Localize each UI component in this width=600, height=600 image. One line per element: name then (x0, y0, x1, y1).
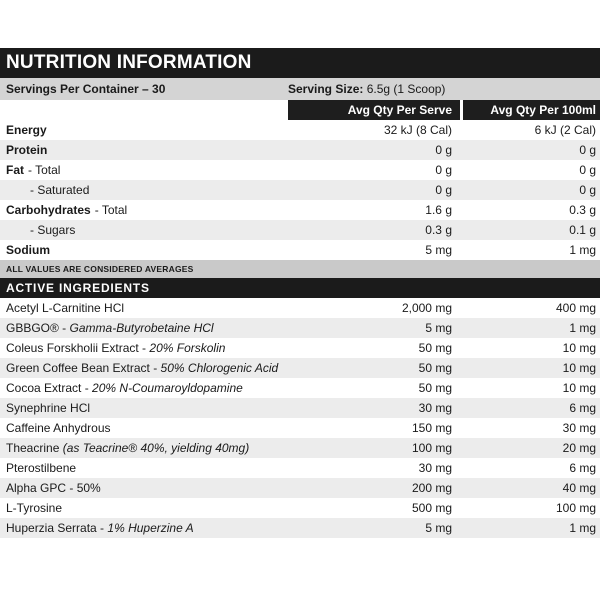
serving-info-row (0, 78, 600, 100)
active-ingredients-title: ACTIVE INGREDIENTS (0, 278, 600, 298)
nutrient-per-serve: 32 kJ (8 Cal) (383, 123, 452, 137)
ingredient-detail: Gamma-Butyrobetaine HCl (69, 321, 214, 335)
ingredient-name: L-Tyrosine (6, 501, 63, 515)
nutrient-row (0, 240, 600, 260)
nutrient-per-serve: 0 g (435, 143, 452, 157)
ingredient-row (0, 518, 600, 538)
ingredient-label (0, 421, 288, 435)
ingredient-per-100ml: 10 mg (562, 341, 596, 355)
column-header-per-serve: Avg Qty Per Serve (288, 100, 460, 120)
nutrient-per-serve: 0.3 g (425, 223, 452, 237)
ingredient-per-100ml: 10 mg (562, 381, 596, 395)
nutrient-label (0, 243, 288, 257)
ingredient-detail: 20% N-Coumaroyldopamine (92, 381, 243, 395)
nutrient-sub-label: - Total (28, 163, 61, 177)
servings-per-container: Servings Per Container – 30 (6, 82, 166, 96)
ingredient-row (0, 318, 600, 338)
ingredient-per-100ml: 30 mg (562, 421, 596, 435)
ingredient-detail: 20% Forskolin (149, 341, 226, 355)
ingredient-name: Huperzia Serrata - (6, 521, 105, 535)
ingredient-label (0, 361, 288, 375)
nutrition-panel (0, 48, 600, 538)
nutrient-per-serve: 0 g (435, 183, 452, 197)
nutrient-label (0, 203, 288, 217)
ingredient-row (0, 498, 600, 518)
ingredient-detail: 1% Huperzine A (107, 521, 194, 535)
nutrient-per-100ml: 0 g (579, 163, 596, 177)
ingredient-row (0, 398, 600, 418)
ingredient-per-100ml: 1 mg (569, 321, 596, 335)
nutrient-per-serve: 5 mg (425, 243, 452, 257)
ingredient-row (0, 478, 600, 498)
ingredient-table (0, 298, 600, 538)
ingredient-name: Synephrine HCl (6, 401, 91, 415)
nutrient-name: Fat (6, 163, 24, 177)
ingredient-label (0, 501, 288, 515)
ingredient-per-serve: 100 mg (411, 441, 452, 455)
nutrient-label (0, 163, 288, 177)
nutrient-label (0, 183, 288, 197)
nutrient-row (0, 140, 600, 160)
ingredient-per-serve: 50 mg (418, 341, 452, 355)
ingredient-per-serve: 150 mg (411, 421, 452, 435)
nutrient-name: Carbohydrates (6, 203, 91, 217)
ingredient-per-100ml: 1 mg (569, 521, 596, 535)
ingredient-row (0, 358, 600, 378)
ingredient-name: GBBGO® - (6, 321, 67, 335)
ingredient-row (0, 378, 600, 398)
nutrient-row (0, 160, 600, 180)
serving-size (288, 82, 600, 96)
nutrient-sub-label: - Sugars (30, 223, 76, 237)
nutrient-row (0, 200, 600, 220)
nutrient-per-serve: 0 g (435, 163, 452, 177)
ingredient-name: Pterostilbene (6, 461, 77, 475)
ingredient-label (0, 381, 288, 395)
ingredient-name: Caffeine Anhydrous (6, 421, 111, 435)
panel-title: NUTRITION INFORMATION (0, 48, 600, 78)
ingredient-row (0, 298, 600, 318)
column-header-row (0, 100, 600, 120)
nutrient-per-100ml: 6 kJ (2 Cal) (534, 123, 596, 137)
nutrient-name: Protein (6, 143, 48, 157)
ingredient-per-serve: 30 mg (418, 401, 452, 415)
ingredient-row (0, 418, 600, 438)
ingredient-detail: 50% Chlorogenic Acid (160, 361, 279, 375)
ingredient-per-serve: 5 mg (425, 521, 452, 535)
nutrient-per-100ml: 0 g (579, 143, 596, 157)
nutrient-row (0, 220, 600, 240)
ingredient-per-100ml: 6 mg (569, 401, 596, 415)
nutrient-label (0, 123, 288, 137)
ingredient-label (0, 301, 288, 315)
ingredient-row (0, 438, 600, 458)
ingredient-row (0, 458, 600, 478)
nutrient-name: Sodium (6, 243, 50, 257)
nutrient-name: Energy (6, 123, 47, 137)
ingredient-per-serve: 50 mg (418, 381, 452, 395)
serving-size-label: Serving Size: (288, 82, 364, 96)
ingredient-per-100ml: 10 mg (562, 361, 596, 375)
averages-note: ALL VALUES ARE CONSIDERED AVERAGES (0, 260, 600, 278)
ingredient-per-serve: 200 mg (411, 481, 452, 495)
ingredient-per-100ml: 20 mg (562, 441, 596, 455)
nutrient-sub-label: - Total (94, 203, 128, 217)
ingredient-name: Green Coffee Bean Extract - (6, 361, 158, 375)
ingredient-per-100ml: 100 mg (555, 501, 596, 515)
nutrient-row (0, 120, 600, 140)
ingredient-per-serve: 30 mg (418, 461, 452, 475)
ingredient-per-serve: 500 mg (411, 501, 452, 515)
nutrient-per-100ml: 0.1 g (569, 223, 596, 237)
ingredient-detail: (as Teacrine® 40%, yielding 40mg) (62, 441, 250, 455)
ingredient-label (0, 321, 288, 335)
nutrient-row (0, 180, 600, 200)
ingredient-name: Acetyl L-Carnitine HCl (6, 301, 125, 315)
nutrient-per-100ml: 0.3 g (569, 203, 596, 217)
serving-size-value: 6.5g (1 Scoop) (366, 82, 446, 96)
column-header-per-100ml: Avg Qty Per 100ml (463, 100, 600, 120)
ingredient-per-100ml: 6 mg (569, 461, 596, 475)
nutrient-per-serve: 1.6 g (425, 203, 452, 217)
ingredient-per-serve: 5 mg (425, 321, 452, 335)
ingredient-label (0, 441, 288, 455)
ingredient-label (0, 401, 288, 415)
ingredient-per-serve: 50 mg (418, 361, 452, 375)
ingredient-name: Cocoa Extract - (6, 381, 89, 395)
ingredient-row (0, 338, 600, 358)
ingredient-name: Theacrine (6, 441, 60, 455)
nutrient-label (0, 143, 288, 157)
ingredient-label (0, 341, 288, 355)
ingredient-label (0, 521, 288, 535)
ingredient-per-100ml: 400 mg (555, 301, 596, 315)
ingredient-label (0, 461, 288, 475)
nutrient-per-100ml: 0 g (579, 183, 596, 197)
ingredient-label (0, 481, 288, 495)
ingredient-per-100ml: 40 mg (562, 481, 596, 495)
ingredient-name: Coleus Forskholii Extract - (6, 341, 147, 355)
nutrient-per-100ml: 1 mg (569, 243, 596, 257)
nutrient-sub-label: - Saturated (30, 183, 90, 197)
ingredient-name: Alpha GPC - 50% (6, 481, 101, 495)
nutrient-label (0, 223, 288, 237)
ingredient-per-serve: 2,000 mg (401, 301, 452, 315)
nutrient-table (0, 120, 600, 260)
